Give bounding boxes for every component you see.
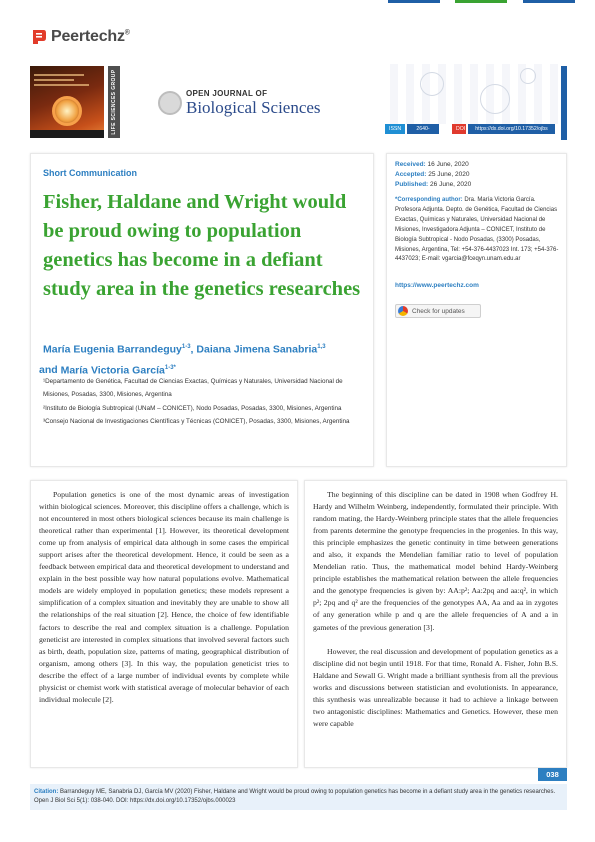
citation-text: Barrandeguy ME, Sanabria DJ, García MV (2020) Fisher, Haldane and Wright would be proud owing to population genetics has become in a defiant study area in the genetics researches. Open J Biol Sci 5(1): 038-040. DOI: https://dx.doi.org/10.17352/ojbs.000023	[34, 789, 556, 804]
journal-cover-image	[30, 66, 104, 138]
author-affil-sup: 1,3	[317, 344, 326, 350]
journal-line2: Biological Sciences	[186, 98, 321, 117]
body-paragraph: Population genetics is one of the most dynamic areas of investigation within biological sciences. Moreover, this discipline offers a challenge, which is not encountered in most others biological sciences because its main challenge is theoretical rather than experimental [1]. However, its theoretical development come up from analysis of empirical data although in some cases the empirical support arises after the theoretical development. Hence, it could be seen as a feedback between empirical data and theoretical development to understand and explain in the best possible way how natural populations evolve. Mathematical models are widely employed in population genetics; these models represent a simplification of a complex situation and inevitably they are unable to show all the relationships of the real situation [2]. Hence, the choice of few identifiable factors to describe the real and complex situation is a challenge. Population geneticist are interested in complex situations that involved several factors such as birth, death, population size, patterns of mating, geographical distribution of organism, among others [3]. In this way, the population geneticist tries to describe the effect of a large number of individual events by complete while physicist or chemist work with statistical average of molecular behavior of each individual molecule [2].	[39, 490, 289, 704]
article-header-panel	[30, 153, 374, 467]
top-tab-blue	[388, 0, 440, 3]
issn-value: 2640-7795	[407, 124, 439, 134]
citation-bar	[30, 784, 567, 810]
author-affil-sup: 1-3	[181, 344, 191, 350]
accepted-date: 25 June, 2020	[428, 171, 470, 178]
author-name[interactable]: Daiana Jimena Sanabria	[196, 343, 318, 356]
top-tab-green	[455, 0, 507, 3]
body-paragraph: The beginning of this discipline can be dated in 1908 when Godfrey H. Hardy and Wilhelm Weinberg, independently, formulated their principle. With random mating, the Hardy-Weinberg principle states that the allele frequencies from parents determine the genotype frequencies in the progenies. In this way, this principle emphasizes the genetic continuity in time between generations and also, it expands the Mendelian familiar ratio to level of population Mendelian ratio. Thus, the mathematical model behind Hardy-Weinberg principle establishes the mathematical relation between the allele frequencies and the genotype frequencies is given by: AA:p²; Aa:2pq and aa:q², in which p²; 2pq and q² are the frequencies of the genotypes AA, Aa and aa in zygotes of any generation while p and q are the allele frequencies of A and a in gametes of the previous generation [3].	[313, 490, 558, 632]
affiliation-item: ²Instituto de Biología Subtropical (UNaM – CONICET), Nodo Posadas, Posadas, 3300, Misiones, Argentina	[43, 404, 342, 412]
publisher-name: Peertechz®	[51, 28, 130, 45]
issn-label: ISSN	[385, 124, 405, 134]
banner-artwork	[390, 64, 560, 124]
page-number: 038	[538, 768, 567, 781]
corresponding-author: *Corresponding author: Dra. María Victoria García. Profesora Adjunta. Depto. de Genética, Facultad de Ciencias Exactas, Químicas y Naturales, Universidad Nacional de Misiones, Investigadora Adjunta – CONICET, Instituto de Biología Subtropical - Nodo Posadas, (3300) Posadas, Misiones, Argentina, Tel: +54-376-4437023 Int. 173; +54-376-4437023; E-mail: vgarcia@fceqyn.unam.edu.ar	[395, 197, 559, 263]
peertechz-logo-icon	[30, 28, 48, 46]
journal-emblem-icon	[158, 91, 182, 115]
affiliation-list	[43, 376, 363, 430]
body-column-right	[304, 480, 567, 768]
doi-label: DOI	[452, 124, 466, 134]
journal-line1: OPEN JOURNAL OF	[186, 89, 268, 98]
corresponding-author-text: Dra. María Victoria García. Profesora Adjunta. Depto. de Genética, Facultad de Ciencias Exactas, Químicas y Naturales, Universidad Nacional de Misiones, Investigadora Adjunta – CONICET, Instituto de Biología Subtropical - Nodo Posadas, (3300) Posadas, Misiones, Argentina, Tel: +54-376-4437023 Int. 173; +54-376-4437023; E-mail: vgarcia@fceqyn.unam.edu.ar	[395, 197, 559, 263]
article-info-panel	[386, 153, 567, 467]
publisher-logo[interactable]	[30, 27, 130, 47]
article-type: Short Communication	[43, 168, 137, 178]
crossmark-icon	[398, 306, 408, 316]
citation: Citation: Barrandeguy ME, Sanabria DJ, García MV (2020) Fisher, Haldane and Wright would be proud owing to population genetics has become in a defiant study area in the genetics researches. Open J Biol Sci 5(1): 038-040. DOI: https://dx.doi.org/10.17352/ojbs.000023	[34, 789, 556, 804]
author-affil-sup: 1-3*	[164, 364, 176, 371]
author-list: María Eugenia Barrandeguy$^{1-3}$, Daiana Jimena Sanabria$^{1,3}$ and María Victoria García$^{1-3*}$	[39, 343, 326, 376]
journal-title-block	[158, 86, 321, 120]
author-name[interactable]: María Eugenia Barrandeguy	[43, 343, 182, 356]
top-tab-navy	[523, 0, 575, 3]
affiliation-item: ¹Departamento de Genética, Facultad de Ciencias Exactas, Químicas y Naturales, Universidad Nacional de Misiones, Posadas, 3300, Misiones, Argentina	[43, 378, 343, 398]
side-group-label: LIFE SCIENCES GROUP	[111, 69, 117, 135]
check-for-updates-label: Check for updates	[412, 307, 465, 315]
check-for-updates-button[interactable]	[395, 304, 481, 318]
journal-banner	[30, 64, 567, 140]
article-dates: Received: 16 June, 2020 Accepted: 25 June, 2020 Published: 26 June, 2020	[395, 161, 472, 188]
body-column-left	[30, 480, 298, 768]
banner-accent-bar	[561, 66, 567, 140]
received-date: 16 June, 2020	[427, 161, 469, 168]
doi-value-link[interactable]: https://dx.doi.org/10.17352/ojbs	[468, 124, 555, 134]
affiliation-item: ³Consejo Nacional de Investigaciones Científicas y Técnicas (CONICET), Posadas, 3300, Misiones, Argentina	[43, 418, 350, 426]
article-title: Fisher, Haldane and Wright would be proud owing to population genetics has become in a defiant study area in the genetics researches	[43, 191, 361, 300]
published-date: 26 June, 2020	[430, 181, 472, 188]
author-name[interactable]: María Victoria García	[60, 364, 165, 376]
publisher-website-link[interactable]: https://www.peertechz.com	[395, 282, 479, 289]
body-paragraph: However, the real discussion and development of population genetics as a discipline did not begin until 1918. For that time, Ronald A. Fisher, John B.S. Haldane and Sewall G. Wright made a brilliant synthesis from all the previous works and discussions between statistician and evolutionists. In appearance, this synthesis was unrealizable because it had to achieve a linkage between two antagonistic disciplines: Mathematics and Genetics. However, these men were capable	[313, 646, 558, 728]
